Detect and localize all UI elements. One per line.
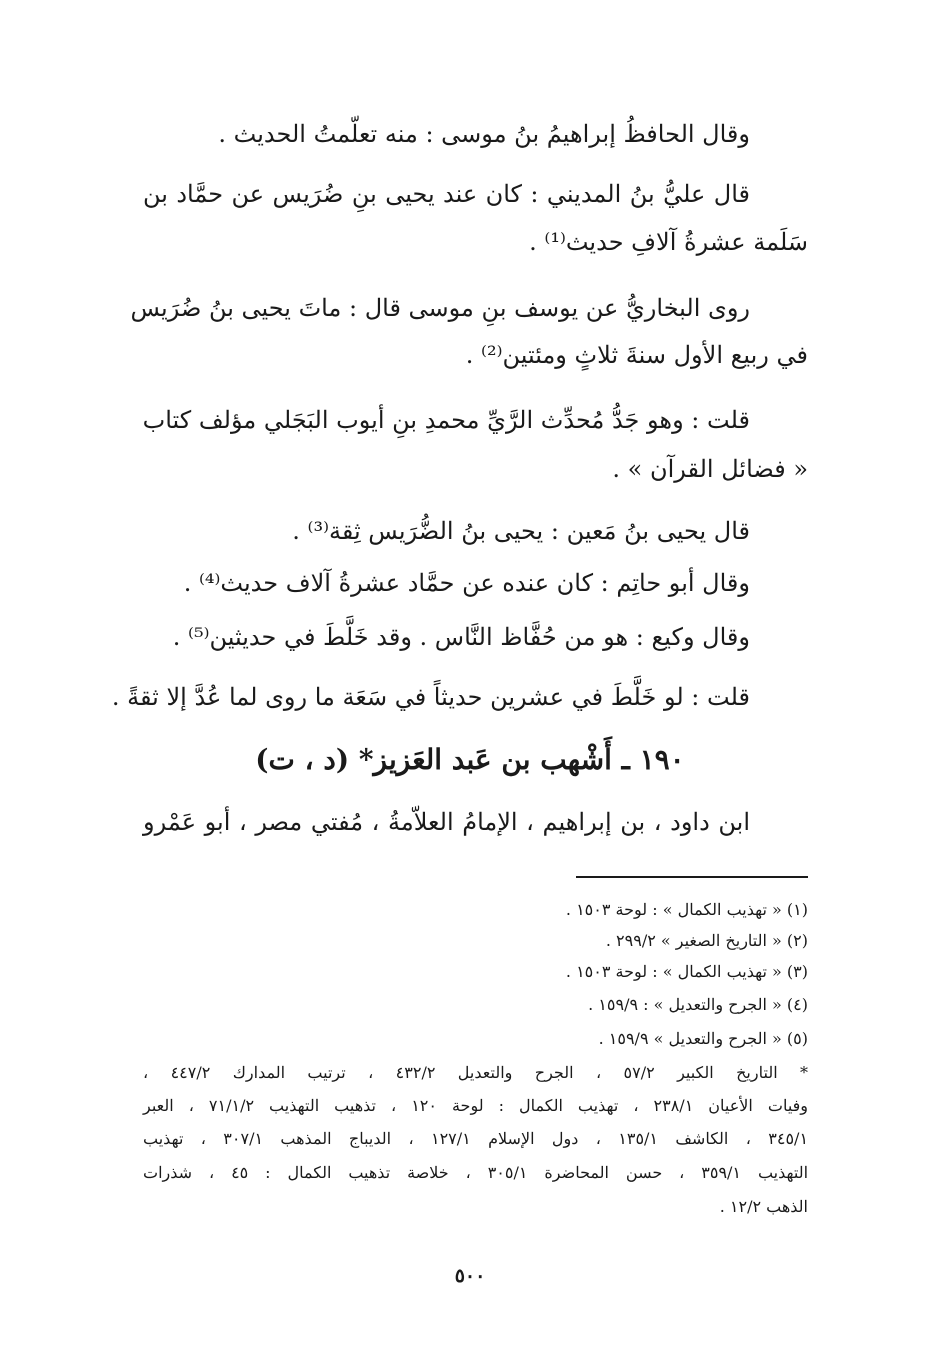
body-line: وقال الحافظُ إبراهيمُ بنُ موسى : منه تعلّمتُ الحديث . <box>218 120 750 148</box>
footnote: (١) « تهذيب الكمال » : لوحة ١٥٠٣ . <box>565 900 808 919</box>
footnote: (٣) « تهذيب الكمال » : لوحة ١٥٠٣ . <box>565 962 808 981</box>
page-number: ٥٠٠ <box>454 1265 486 1287</box>
body-line: وقال وكيع : هو من حُفَّاظ النَّاس . وقد خَلَّطَ في حديثين⁽⁵⁾ . <box>172 623 750 651</box>
sources-line: التهذيب ٣٥٩/١ ، حسن المحاضرة ٣٠٥/١ ، خلاصة تذهيب الكمال : ٤٥ ، شذرات <box>143 1163 809 1182</box>
body-line: « فضائل القرآن » . <box>612 455 808 483</box>
entry-heading: ١٩٠ ـ أَشْهب بن عَبد العَزيز* (د ، ت) <box>255 743 685 776</box>
body-line: وقال أبو حاتِم : كان عنده عن حمَّاد عشرةُ آلاف حديث⁽⁴⁾ . <box>183 569 750 597</box>
sources-line: * التاريخ الكبير ٥٧/٢ ، الجرح والتعديل ٤٣٢/٢ ، ترتيب المدارك ٤٤٧/٢ ، <box>143 1063 809 1082</box>
body-line: قلت : وهو جَدُّ مُحدِّث الرَّيِّ محمدِ بنِ أيوب البَجَلي مؤلف كتاب <box>142 406 750 434</box>
footnote: (٢) « التاريخ الصغير » ٢٩٩/٢ . <box>605 931 808 950</box>
body-line: روى البخاريُّ عن يوسف بنِ موسى قال : ماتَ يحيى بنُ ضُرَيس <box>130 294 750 322</box>
sources-line: وفيات الأعيان ٢٣٨/١ ، تهذيب الكمال : لوحة ١٢٠ ، تذهيب التهذيب ٧١/١/٢ ، العبر <box>143 1096 809 1115</box>
body-line: قال يحيى بنُ مَعين : يحيى بنُ الضُّرَيس ثِقة⁽³⁾ . <box>292 517 750 545</box>
footnote: (٥) « الجرح والتعديل » ١٥٩/٩ . <box>598 1029 808 1048</box>
footnote: (٤) « الجرح والتعديل » : ١٥٩/٩ . <box>588 995 808 1014</box>
sources-line: ٣٤٥/١ ، الكاشف ١٣٥/١ ، دول الإسلام ١٢٧/١ ، الديباج المذهب ٣٠٧/١ ، تهذيب <box>143 1129 809 1148</box>
body-line: قال عليُّ بنُ المديني : كان عند يحيى بنِ ضُرَيس عن حمَّاد بن <box>143 180 750 208</box>
footnote-separator <box>576 876 808 878</box>
sources-line: الذهب ١٢/٢ . <box>719 1197 808 1216</box>
body-line: قلت : لو خَلَّطَ في عشرين حديثاً في سَعَة ما روى لما عُدَّ إلا ثقةً . <box>111 683 750 711</box>
body-line: سَلَمة عشرةُ آلافِ حديث⁽¹⁾ . <box>529 228 808 256</box>
body-line: في ربيع الأول سنةَ ثلاثٍ ومئتين⁽²⁾ . <box>465 341 808 369</box>
body-line: ابن داود ، بن إبراهيم ، الإمامُ العلاّمةُ ، مُفتي مصر ، أبو عَمْرو <box>143 808 750 836</box>
